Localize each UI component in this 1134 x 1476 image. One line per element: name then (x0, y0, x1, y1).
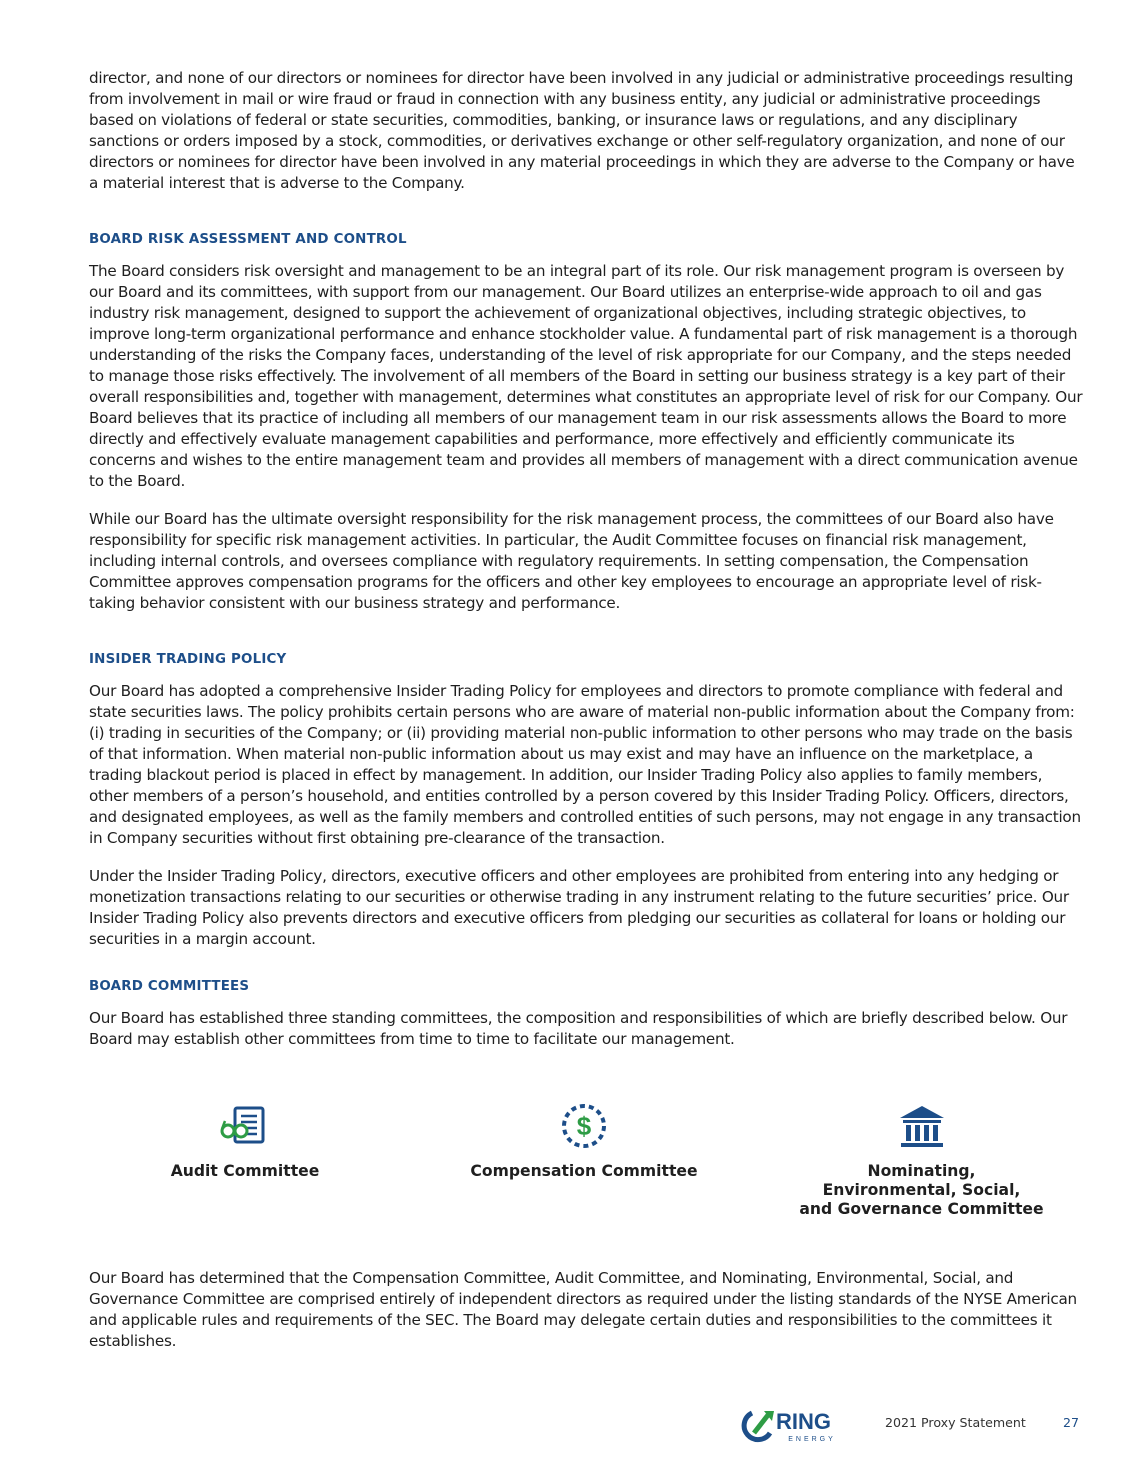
committee-compensation (459, 1100, 709, 1181)
glasses-document-icon (139, 1100, 351, 1150)
committee-label-compensation (459, 1162, 709, 1181)
document-title: 2021 Proxy Statement (885, 1415, 1026, 1430)
label-line: Environmental, Social, (822, 1181, 1021, 1199)
insider-paragraph-2: Under the Insider Trading Policy, directors, executive officers and other employees are prohibited from entering into any hedging or monetization transactions relating to our securities or otherwise trading in any instrument relating to the future securities’ price. Our Insider Trading Policy also prevents directors and executive officers from pledging our securities as collateral for loans or holding our securities in a margin account. (89, 867, 1069, 948)
logo-subtext: ENERGY (788, 1436, 836, 1443)
committee-label-audit (139, 1162, 351, 1181)
committee-icons-row (89, 1100, 1084, 1230)
intro-paragraph: director, and none of our directors or nominees for director have been involved in any judicial or administrative proceedings resulting from involvement in mail or wire fraud or fraud in connection with any business entity, any judicial or administrative proceedings based on violations of federal or state securities, commodities, banking, or insurance laws or regulations, and any disciplinary sanctions or orders imposed by a stock, commodities, or derivatives exchange or other self-regulatory organization, and none of our directors or nominees for director have been involved in any material proceedings in which they are adverse to the Company or have a material interest that is adverse to the Company. (89, 69, 1075, 192)
committee-label-nominating (789, 1162, 1054, 1219)
logo-text: RING (776, 1409, 831, 1434)
page-footer (740, 1405, 1085, 1445)
bank-building-icon (789, 1100, 1054, 1150)
label-line: Compensation Committee (470, 1162, 698, 1180)
page-content (89, 68, 1084, 1050)
page-number: 27 (1062, 1415, 1079, 1430)
insider-paragraph-1: Our Board has adopted a comprehensive Insider Trading Policy for employees and directors to promote compliance with federal and state securities laws. The policy prohibits certain persons who are aware of material non-public information about the Company from: (i) trading in securities of the Company; or (ii) providing material non-public information to other persons who may trade on the basis of that information. When material non-public information about us may exist and may have an influence on the marketplace, a trading blackout period is placed in effect by management. In addition, our Insider Trading Policy also applies to family members, other members of a person’s household, and entities controlled by a person covered by this Insider Trading Policy. Officers, directors, and designated employees, as well as the family members and controlled entities of such persons, may not engage in any transaction in Company securities without first obtaining pre-clearance of the transaction. (89, 682, 1081, 847)
label-line: and Governance Committee (799, 1200, 1044, 1218)
section-heading-risk: BOARD RISK ASSESSMENT AND CONTROL (89, 232, 407, 247)
risk-paragraph-2: While our Board has the ultimate oversight responsibility for the risk management process, the committees of our Board also have responsibility for specific risk management activities. In particular, the Audit Committee focuses on financial risk management, including internal controls, and oversees compliance with regulatory requirements. In setting compensation, the Compensation Committee approves compensation programs for the officers and other key employees to encourage an appropriate level of risk-taking behavior consistent with our business strategy and performance. (89, 510, 1054, 612)
ring-energy-logo (740, 1405, 860, 1445)
committees-paragraph-2: Our Board has determined that the Compensation Committee, Audit Committee, and Nominating, Environmental, Social, and Governance Committee are comprised entirely of independent directors as required under the listing standards of the NYSE American and applicable rules and requirements of the SEC. The Board may delegate certain duties and responsibilities to the committees it establishes. (89, 1269, 1077, 1350)
committee-audit (139, 1100, 351, 1181)
risk-paragraph-1: The Board considers risk oversight and management to be an integral part of its role. Our risk management program is overseen by our Board and its committees, with support from our management. Our Board utilizes an enterprise-wide approach to oil and gas industry risk management, designed to support the achievement of organizational objectives, including strategic objectives, to improve long-term organizational performance and enhance stockholder value. A fundamental part of risk management is a thorough understanding of the risks the Company faces, understanding of the level of risk appropriate for our Company, and the steps needed to manage those risks effectively. The involvement of all members of the Board in setting our business strategy is a key part of their overall responsibilities and, together with management, determines what constitutes an appropriate level of risk for our Company. Our Board believes that its practice of including all members of our management team in our risk assessments allows the Board to more directly and effectively evaluate management capabilities and performance, more effectively and efficiently communicate its concerns and wishes to the entire management team and provides all members of management with a direct communication avenue to the Board. (89, 262, 1083, 490)
section-heading-insider: INSIDER TRADING POLICY (89, 652, 287, 667)
committee-nominating (789, 1100, 1054, 1219)
svg-text:$: $ (576, 1111, 592, 1141)
label-line: Audit Committee (170, 1162, 320, 1180)
section-heading-committees: BOARD COMMITTEES (89, 979, 250, 994)
dollar-circle-icon (459, 1100, 709, 1150)
committees-paragraph-1: Our Board has established three standing committees, the composition and responsibilities of which are briefly described below. Our Board may establish other committees from time to time to facilitate our management. (89, 1009, 1068, 1048)
label-line: Nominating, (867, 1162, 976, 1180)
